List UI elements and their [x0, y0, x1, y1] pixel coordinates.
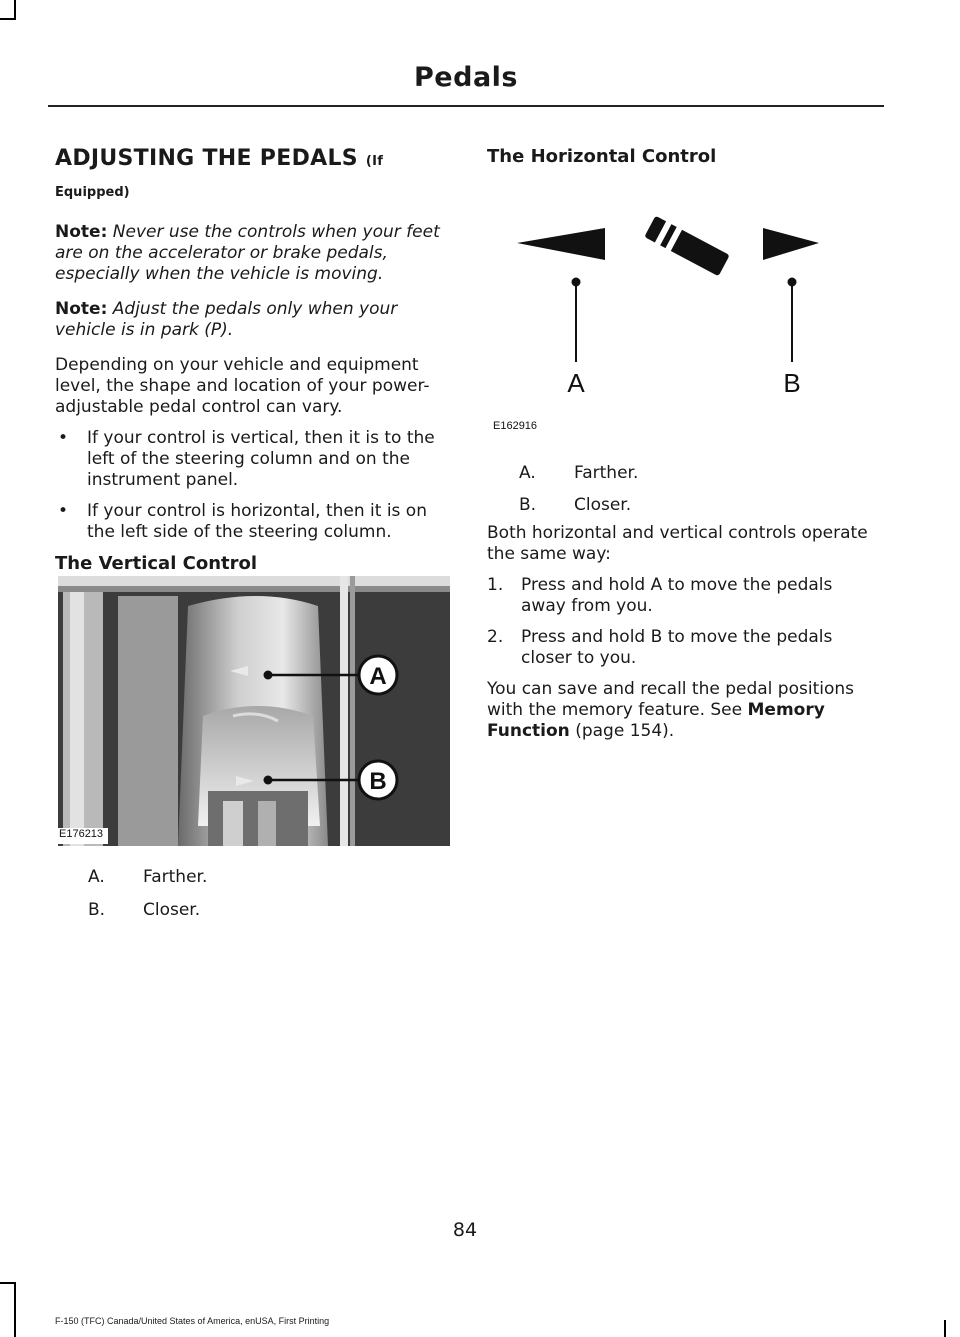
figure-label-a: A	[567, 368, 585, 398]
memory-paragraph	[487, 679, 882, 742]
figure-label-b: B	[369, 768, 387, 795]
horizontal-control-figure	[487, 210, 882, 440]
note-text: Adjust the pedals only when your vehicle is in park (P).	[55, 299, 398, 340]
legend-key: B.	[88, 900, 106, 920]
page-number: 84	[452, 1219, 478, 1241]
note-2	[55, 299, 450, 341]
legend-row	[88, 900, 388, 933]
step-text: Press and hold B to move the pedals closer to you.	[521, 627, 833, 668]
list-item-text: If your control is vertical, then it is to the left of the steering column and on the instrument panel.	[87, 428, 435, 490]
intro-paragraph: Depending on your vehicle and equipment level, the shape and location of your power-adjustable pedal control can vary.	[55, 355, 430, 417]
left-column	[55, 146, 450, 574]
list-item: • If your control is horizontal, then it is on the left side of the steering column.	[58, 501, 427, 542]
right-column	[487, 146, 882, 167]
list-item	[487, 627, 882, 669]
figure-code: E176213	[59, 828, 104, 840]
step-number: 1.	[487, 575, 504, 595]
vertical-control-figure	[58, 576, 450, 846]
memory-text: You can save and recall the pedal positions with the memory feature. See	[487, 679, 855, 720]
crop-mark	[14, 0, 16, 20]
note-label: Note:	[55, 222, 108, 242]
vertical-control-heading: The Vertical Control	[55, 553, 258, 574]
list-item-text: If your control is horizontal, then it is on the left side of the steering column.	[87, 501, 427, 542]
note-text: Never use the controls when your feet are on the accelerator or brake pedals, especially when the vehicle is moving.	[55, 222, 440, 284]
memory-page-ref: (page 154).	[569, 721, 675, 741]
procedure-block	[487, 523, 882, 742]
note-1	[55, 222, 450, 285]
steps-list	[487, 575, 882, 669]
vertical-legend	[88, 867, 388, 933]
legend-value: Farther.	[143, 867, 208, 887]
step-text: Press and hold A to move the pedals away from you.	[521, 575, 833, 616]
list-item: • If your control is vertical, then it is to the left of the steering column and on the instrument panel.	[58, 428, 435, 490]
vertical-control-illustration	[58, 576, 450, 846]
step-number: 2.	[487, 627, 504, 647]
horizontal-control-heading: The Horizontal Control	[487, 146, 717, 167]
legend-value: Closer.	[143, 900, 201, 920]
figure-label-a: A	[369, 663, 387, 690]
section-title-cont: Equipped)	[55, 185, 130, 200]
page-header-title: Pedals	[414, 62, 518, 93]
horizontal-legend	[519, 463, 819, 527]
horizontal-control-illustration	[487, 210, 882, 440]
header-divider	[48, 105, 884, 107]
legend-value: Farther.	[574, 463, 639, 483]
crop-mark	[0, 18, 16, 20]
footer-text: F-150 (TFC) Canada/United States of America, enUSA, First Printing	[55, 1316, 330, 1326]
legend-key: B.	[519, 495, 537, 515]
legend-value: Closer.	[574, 495, 632, 515]
crop-mark	[14, 1282, 16, 1337]
list-item	[487, 575, 882, 617]
figure-label-b: B	[783, 368, 801, 398]
section-title-suffix: (If	[365, 154, 384, 169]
section-title-text: ADJUSTING THE PEDALS	[55, 146, 358, 171]
note-label: Note:	[55, 299, 108, 319]
crop-mark	[944, 1320, 946, 1337]
legend-row	[519, 463, 819, 495]
crop-mark	[0, 1282, 16, 1284]
legend-key: A.	[519, 463, 536, 483]
legend-key: A.	[88, 867, 105, 887]
figure-code: E162916	[493, 420, 538, 432]
section-title	[55, 146, 450, 171]
both-controls-text: Both horizontal and vertical controls operate the same way:	[487, 523, 868, 564]
bullet-list	[55, 428, 450, 543]
memory-function-link[interactable]: Memory Function	[487, 700, 825, 741]
legend-row	[88, 867, 388, 900]
